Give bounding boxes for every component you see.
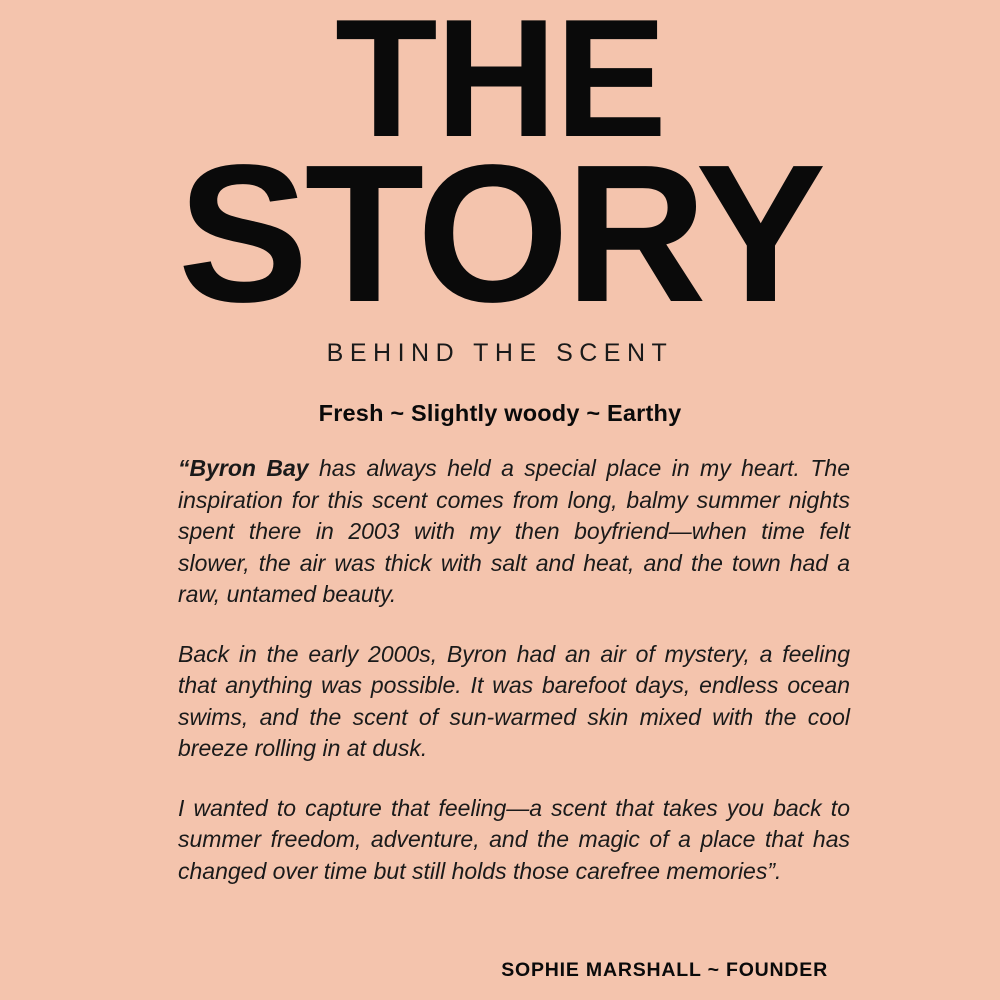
paragraph (178, 639, 850, 765)
title-line-story: STORY (177, 124, 823, 344)
title-line-the: THE (335, 0, 665, 172)
paragraph-text: Back in the early 2000s, Byron had an air of mystery, a feeling that anything was possible. It was barefoot days, endless ocean swims, and the scent of sun-warmed skin mixed with the cool breeze rolling in at dusk. (178, 640, 850, 762)
paragraph-text: has always held a special place in my heart. The inspiration for this scent comes from long, balmy summer nights spent there in 2003 with my then boyfriend—when time felt slower, the air was thick with salt and heat, and the town had a raw, untamed beauty. (178, 455, 850, 608)
founder-signature: SOPHIE MARSHALL ~ FOUNDER (501, 959, 828, 981)
paragraph-lead: “Byron Bay (178, 455, 309, 482)
story-body (178, 453, 850, 887)
paragraph (178, 793, 850, 888)
paragraph-text: I wanted to capture that feeling—a scent that takes you back to summer freedom, adventure, and the magic of a place that has changed over time but still holds those carefree memories”. (178, 794, 850, 884)
paragraph (178, 453, 850, 611)
scent-notes: Fresh ~ Slightly woody ~ Earthy (318, 400, 682, 427)
page-title (0, 0, 1000, 344)
page-subtitle: BEHIND THE SCENT (326, 339, 674, 368)
